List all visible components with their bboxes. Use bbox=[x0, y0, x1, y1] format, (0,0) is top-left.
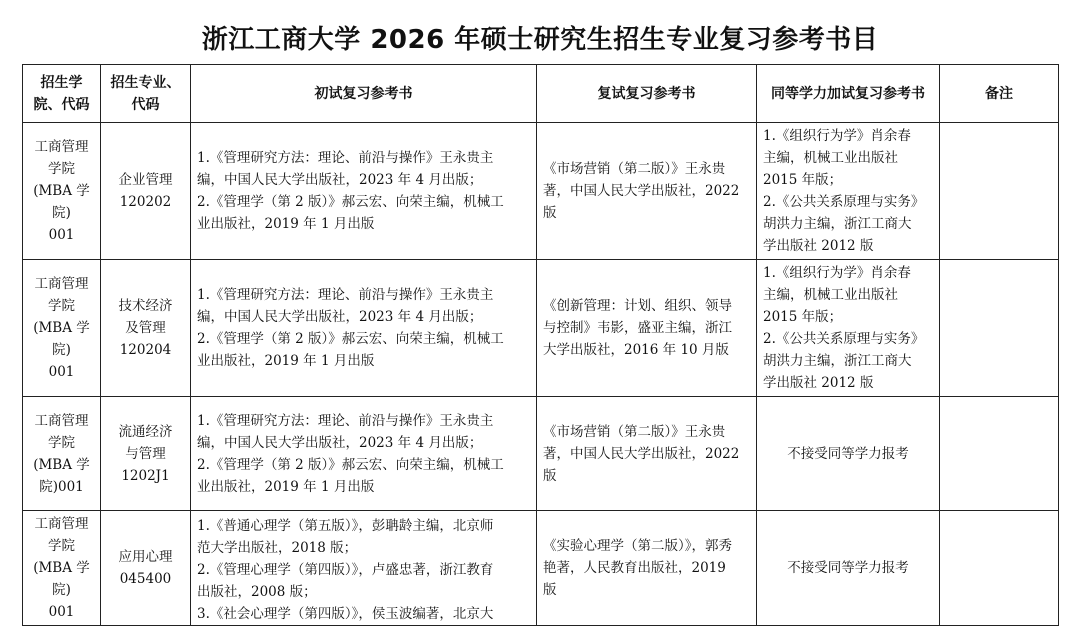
remarks-cell bbox=[940, 511, 1059, 626]
remarks-cell bbox=[940, 260, 1059, 397]
initial-books-clip: 1.《普通心理学（第五版）》，彭聃龄主编，北京师 范大学出版社，2018 版； 2.《管理心理学（第四版）》，卢盛忠著，浙江教育 出版社，2008 版； 3.《社会心理学（第四版）》，侯玉波编著，北京大 bbox=[197, 518, 494, 622]
table-row bbox=[23, 123, 1059, 260]
table-row bbox=[23, 511, 1059, 626]
equivalent-books-cell: 不接受同等学力报考 bbox=[757, 511, 940, 626]
remarks-cell bbox=[940, 123, 1059, 260]
equivalent-books-cell: 1.《组织行为学》肖余春 主编，机械工业出版社 2015 年版； 2.《公共关系原理与实务》 胡洪力主编，浙江工商大 学出版社 2012 版 bbox=[757, 123, 940, 260]
page-title: 浙江工商大学 2026 年硕士研究生招生专业复习参考书目 bbox=[201, 25, 879, 55]
booklist-table bbox=[22, 64, 1059, 626]
header-college: 招生学 院、代码 bbox=[23, 65, 101, 123]
initial-books-cell: 1.《管理研究方法：理论、前沿与操作》王永贵主 编，中国人民大学出版社，2023 年 4 月出版； 2.《管理学（第 2 版）》郝云宏、向荣主编，机械工 业出版社，2019 年 1 月出版 bbox=[191, 123, 537, 260]
major-cell: 流通经济 与管理 1202J1 bbox=[101, 397, 191, 511]
major-cell: 应用心理 045400 bbox=[101, 511, 191, 626]
header-initial-books: 初试复习参考书 bbox=[191, 65, 537, 123]
header-remarks: 备注 bbox=[940, 65, 1059, 123]
college-cell: 工商管理 学院 (MBA 学 院) 001 bbox=[23, 123, 101, 260]
initial-books-cell: 1.《管理研究方法：理论、前沿与操作》王永贵主 编，中国人民大学出版社，2023 年 4 月出版； 2.《管理学（第 2 版）》郝云宏、向荣主编，机械工 业出版社，2019 年 1 月出版 bbox=[191, 397, 537, 511]
initial-books-cell bbox=[191, 511, 537, 626]
equivalent-books-cell: 不接受同等学力报考 bbox=[757, 397, 940, 511]
header-major: 招生专业、 代码 bbox=[101, 65, 191, 123]
major-cell: 企业管理 120202 bbox=[101, 123, 191, 260]
initial-books-cell: 1.《管理研究方法：理论、前沿与操作》王永贵主 编，中国人民大学出版社，2023 年 4 月出版； 2.《管理学（第 2 版）》郝云宏、向荣主编，机械工 业出版社，2019 年 1 月出版 bbox=[191, 260, 537, 397]
retest-books-cell: 《实验心理学（第二版）》，郭秀 艳著，人民教育出版社，2019 版 bbox=[537, 511, 757, 626]
table-row bbox=[23, 397, 1059, 511]
retest-books-cell: 《创新管理：计划、组织、领导 与控制》韦影，盛亚主编，浙江 大学出版社，2016 年 10 月版 bbox=[537, 260, 757, 397]
equivalent-books-cell: 1.《组织行为学》肖余春 主编，机械工业出版社 2015 年版； 2.《公共关系原理与实务》 胡洪力主编，浙江工商大 学出版社 2012 版 bbox=[757, 260, 940, 397]
retest-books-cell: 《市场营销（第二版）》王永贵 著，中国人民大学出版社，2022 版 bbox=[537, 123, 757, 260]
table-row bbox=[23, 260, 1059, 397]
header-equivalent-books: 同等学力加试复习参考书 bbox=[757, 65, 940, 123]
header-retest-books: 复试复习参考书 bbox=[537, 65, 757, 123]
major-cell: 技术经济 及管理 120204 bbox=[101, 260, 191, 397]
college-cell: 工商管理 学院 (MBA 学 院) 001 bbox=[23, 260, 101, 397]
retest-books-cell: 《市场营销（第二版）》王永贵 著，中国人民大学出版社，2022 版 bbox=[537, 397, 757, 511]
table-header-row bbox=[23, 65, 1059, 123]
college-cell: 工商管理 学院 (MBA 学 院) 001 bbox=[23, 511, 101, 626]
remarks-cell bbox=[940, 397, 1059, 511]
college-cell: 工商管理 学院 (MBA 学 院)001 bbox=[23, 397, 101, 511]
